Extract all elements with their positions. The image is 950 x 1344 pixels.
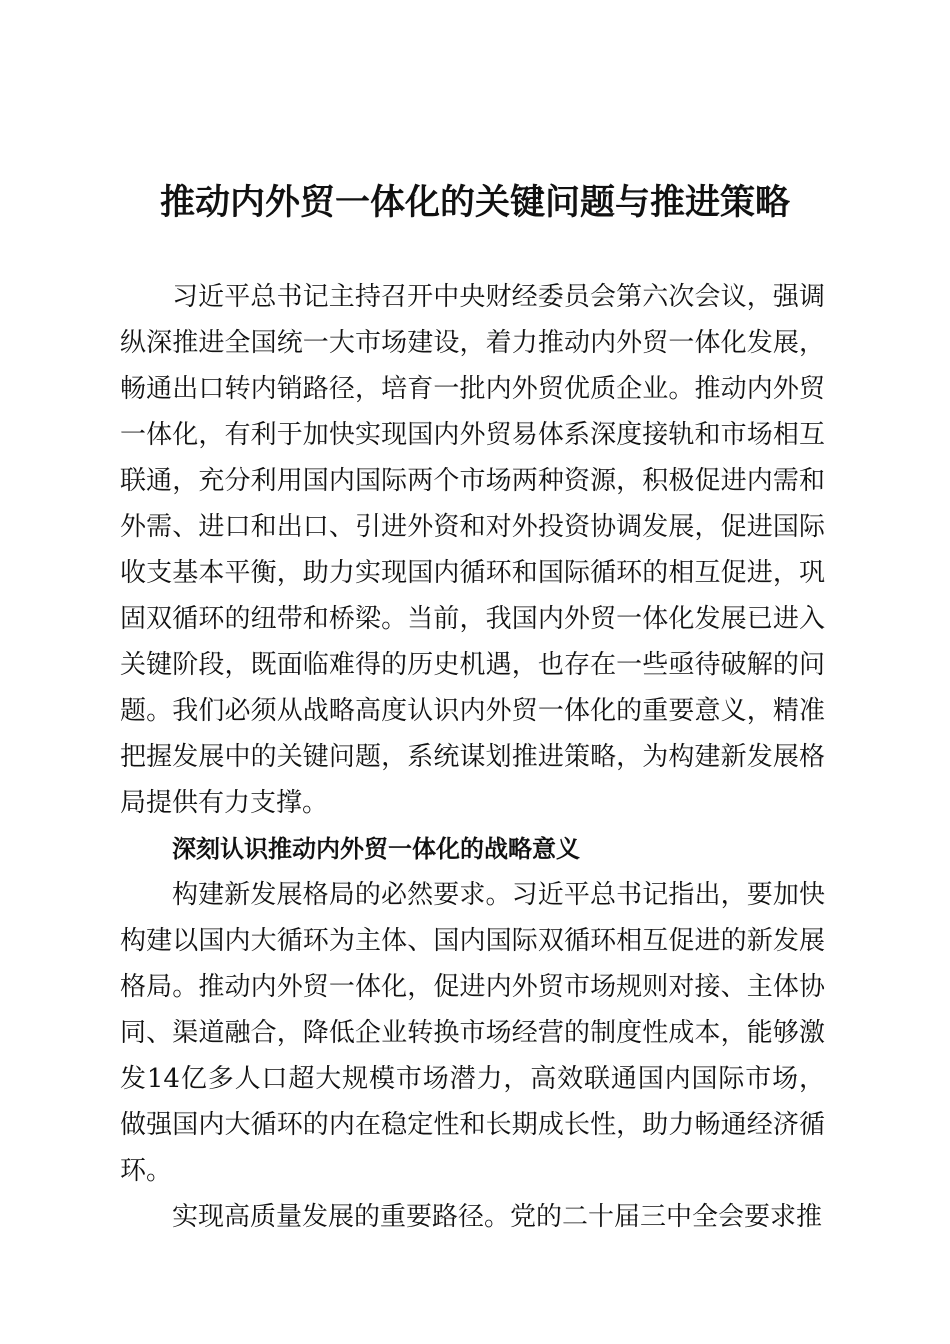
section-heading: 深刻认识推动内外贸一体化的战略意义 bbox=[172, 835, 580, 863]
intro-paragraph: 习近平总书记主持召开中央财经委员会第六次会议，强调纵深推进全国统一大市场建设，着力推动内外贸一体化发展，畅通出口转内销路径，培育一批内外贸优质企业。推动内外贸一体化，有利于加快实现国内外贸易体系深度接轨和市场相互联通，充分利用国内国际两个市场两种资源，积极促进内需和外需、进口和出口、引进外资和对外投资协调发展，促进国际收支基本平衡，助力实现国内循环和国际循环的相互促进，巩固双循环的纽带和桥梁。当前，我国内外贸一体化发展已进入关键阶段，既面临难得的历史机遇，也存在一些亟待破解的问题。我们必须从战略高度认识内外贸一体化的重要意义，精准把握发展中的关键问题，系统谋划推进策略，为构建新发展格局提供有力支撑。 bbox=[120, 282, 825, 818]
document-body bbox=[120, 274, 825, 1240]
section-paragraph-1: 构建新发展格局的必然要求。习近平总书记指出，要加快构建以国内大循环为主体、国内国际双循环相互促进的新发展格局。推动内外贸一体化，促进内外贸市场规则对接、主体协同、渠道融合，降低企业转换市场经营的制度性成本，能够激发14亿多人口超大规模市场潜力，高效联通国内国际市场，做强国内大循环的内在稳定性和长期成长性，助力畅通经济循环。 bbox=[120, 880, 825, 1186]
document-title: 推动内外贸一体化的关键问题与推进策略 bbox=[159, 183, 790, 223]
section-paragraph-2: 实现高质量发展的重要路径。党的二十届三中全会要求推 bbox=[172, 1202, 823, 1232]
